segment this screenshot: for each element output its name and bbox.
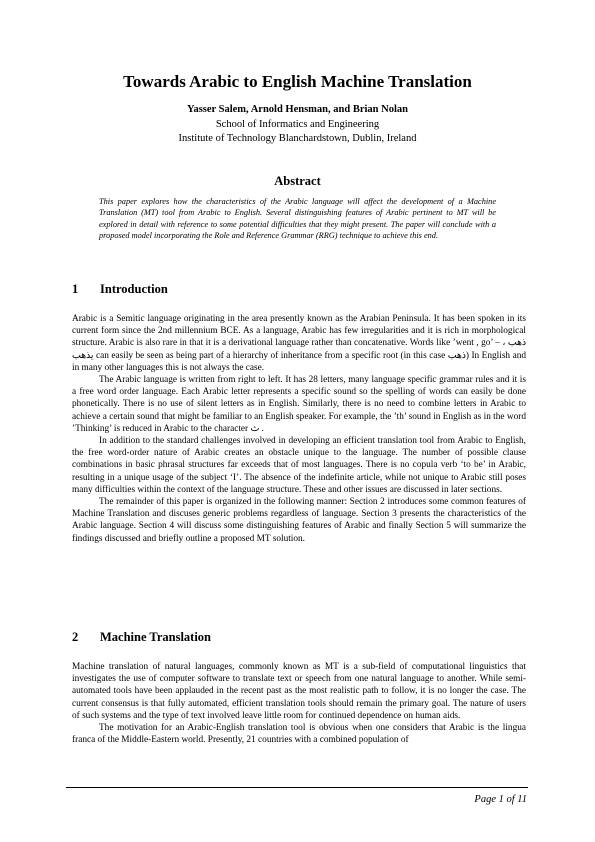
footer-divider bbox=[66, 787, 528, 788]
abstract-text: This paper explores how the characteristics of the Arabic language will affect the development of a Machine Translation (MT) tool from Arabic to English. Several distinguishing features of Arabic pertinent to MT will be explored in detail with reference to some potential difficulties that they might present. The paper will conclude with a proposed model incorporating the Role and Reference Grammar (RRG) technique to achieve this end. bbox=[99, 197, 496, 240]
author-names: Yasser Salem, Arnold Hensman, and Brian Nolan bbox=[187, 104, 408, 115]
paper-title: Towards Arabic to English Machine Translation bbox=[123, 72, 472, 91]
section-1-number: 1 bbox=[72, 282, 79, 296]
affiliation-school: School of Informatics and Engineering bbox=[215, 118, 380, 130]
section-2-number: 2 bbox=[72, 630, 79, 644]
paragraph: The remainder of this paper is organized in the following manner: Section 2 introduces some common features of Machine Translation and discuses generic problems regardless of language. Section 3 presents the characteristics of the Arabic language. Section 4 will discuss some distinguishing features of Arabic and finally Section 5 will summarize the findings discussed and briefly outline a proposed MT solution. bbox=[72, 497, 526, 544]
section-2-heading bbox=[72, 630, 211, 645]
affiliation-institute: Institute of Technology Blanchardstown, Dublin, Ireland bbox=[178, 133, 417, 144]
paragraph: Arabic is a Semitic language originating in the area presently known as the Arabian Peninsula. It has been spoken in its current form since the 2nd millennium BCE. As a language, Arabic has few irregularities and it is rich in morphological structure. Arabic is also rare in that it is a derivational language rather than concatenative. Words like ’went , go’ – ذهب ، يذهب can easily be seen as being part of a hierarchy of inheritance from a specific root (in this case ذهب) In English and in many other languages this is not always the case. bbox=[72, 314, 526, 373]
section-1-heading bbox=[72, 282, 168, 297]
paragraph: Machine translation of natural languages, commonly known as MT is a sub-field of computational linguistics that investigates the use of computer software to translate text or speech from one natural language to another. While semi-automated tools have been applauded in the recent past as the most realistic path to follow, it is no longer the case. The current consensus is that fully automated, efficient translation tools should remain the primary goal. The nature of users of such systems and the type of text involved leave little room for continued dependence on human aids. bbox=[72, 662, 526, 721]
section-1-body bbox=[72, 313, 526, 545]
section-2-body bbox=[72, 661, 526, 746]
paragraph: The Arabic language is written from right to left. It has 28 letters, many language specific grammar rules and it is a free word order language. Each Arabic letter represents a specific sound so the spelling of words can easily be done phonetically. There is no use of silent letters as in English. Similarly, there is no need to combine letters in Arabic to achieve a certain sound that might be familiar to an English speaker. For example, the ’th’ sound in English as in the word ’Thinking’ is reduced in Arabic to the character ث . bbox=[72, 375, 526, 434]
paragraph: In addition to the standard challenges involved in developing an efficient translation tool from Arabic to English, the free word-order nature of Arabic creates an obstacle unique to the language. The number of possible clause combinations in basic phrasal structures far exceeds that of most languages. There is no copula verb ‘to be’ in Arabic, resulting in a unique usage of the subject ‘I’. The absence of the indefinite article, while not unique to Arabic still poses many difficulties within the context of the language structure. These and other issues are discussed in later sections. bbox=[72, 436, 526, 495]
abstract-heading: Abstract bbox=[274, 174, 321, 188]
author-block bbox=[0, 103, 595, 147]
paragraph: The motivation for an Arabic-English translation tool is obvious when one considers that Arabic is the lingua franca of the Middle-Eastern world. Presently, 21 countries with a combined population of bbox=[72, 723, 526, 746]
page-number: Page 1 of 11 bbox=[474, 794, 527, 805]
section-2-title: Machine Translation bbox=[100, 630, 212, 644]
section-1-title: Introduction bbox=[100, 282, 168, 296]
